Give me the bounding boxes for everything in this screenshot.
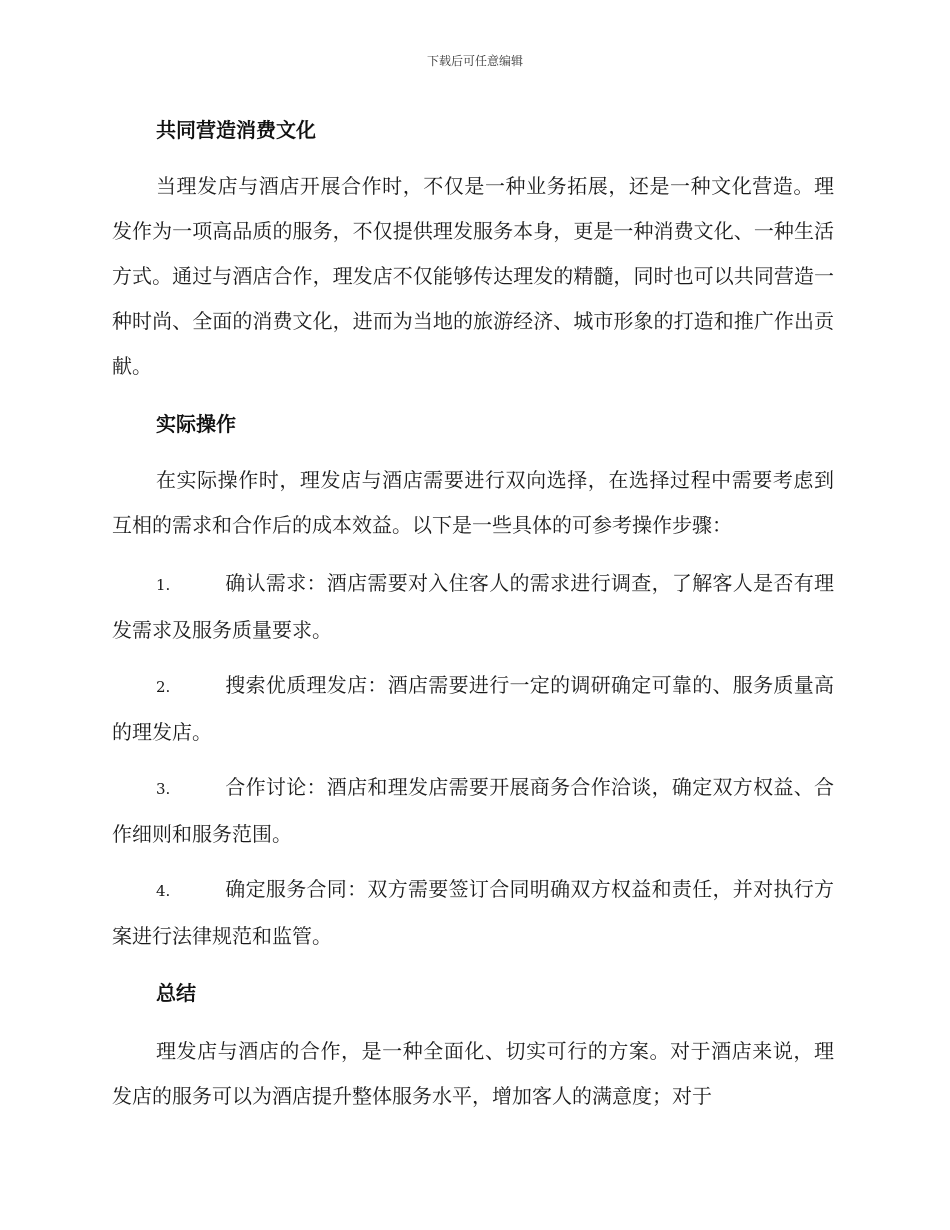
paragraph-consumer-culture: 当理发店与酒店开展合作时，不仅是一种业务拓展，还是一种文化营造。理发作为一项高品质的服务，不仅提供理发服务本身，更是一种消费文化、一种生活方式。通过与酒店合作，理发店不仅能够传达理发的精髓，同时也可以共同营造一种时尚、全面的消费文化，进而为当地的旅游经济、城市形象的打造和推广作出贡献。 xyxy=(112,174,834,378)
heading-practical-operation: 实际操作 xyxy=(156,412,236,436)
list-item-step-4 xyxy=(112,867,834,959)
list-text: 确认需求：酒店需要对入住客人的需求进行调查，了解客人是否有理发需求及服务质量要求。 xyxy=(112,571,834,642)
paragraph-summary: 理发店与酒店的合作，是一种全面化、切实可行的方案。对于酒店来说，理发店的服务可以为酒店提升整体服务水平，增加客人的满意度；对于 xyxy=(112,1039,834,1108)
list-text: 确定服务合同：双方需要签订合同明确双方权益和责任，并对执行方案进行法律规范和监管。 xyxy=(112,877,834,948)
list-text: 搜索优质理发店：酒店需要进行一定的调研确定可靠的、服务质量高的理发店。 xyxy=(112,673,834,744)
header-note: 下载后可任意编辑 xyxy=(426,54,523,68)
list-item-step-2 xyxy=(112,663,834,755)
heading-consumer-culture: 共同营造消费文化 xyxy=(156,118,316,142)
paragraph-operation-intro: 在实际操作时，理发店与酒店需要进行双向选择，在选择过程中需要考虑到互相的需求和合作后的成本效益。以下是一些具体的可参考操作步骤： xyxy=(112,468,834,537)
list-item-step-3 xyxy=(112,765,834,857)
list-number: 2. xyxy=(156,678,171,696)
list-text: 合作讨论：酒店和理发店需要开展商务合作洽谈，确定双方权益、合作细则和服务范围。 xyxy=(112,775,834,846)
heading-summary: 总结 xyxy=(156,981,196,1005)
list-number: 3. xyxy=(156,780,171,798)
list-number: 1. xyxy=(156,576,171,594)
list-item-step-1 xyxy=(112,561,834,653)
list-number: 4. xyxy=(156,882,171,900)
